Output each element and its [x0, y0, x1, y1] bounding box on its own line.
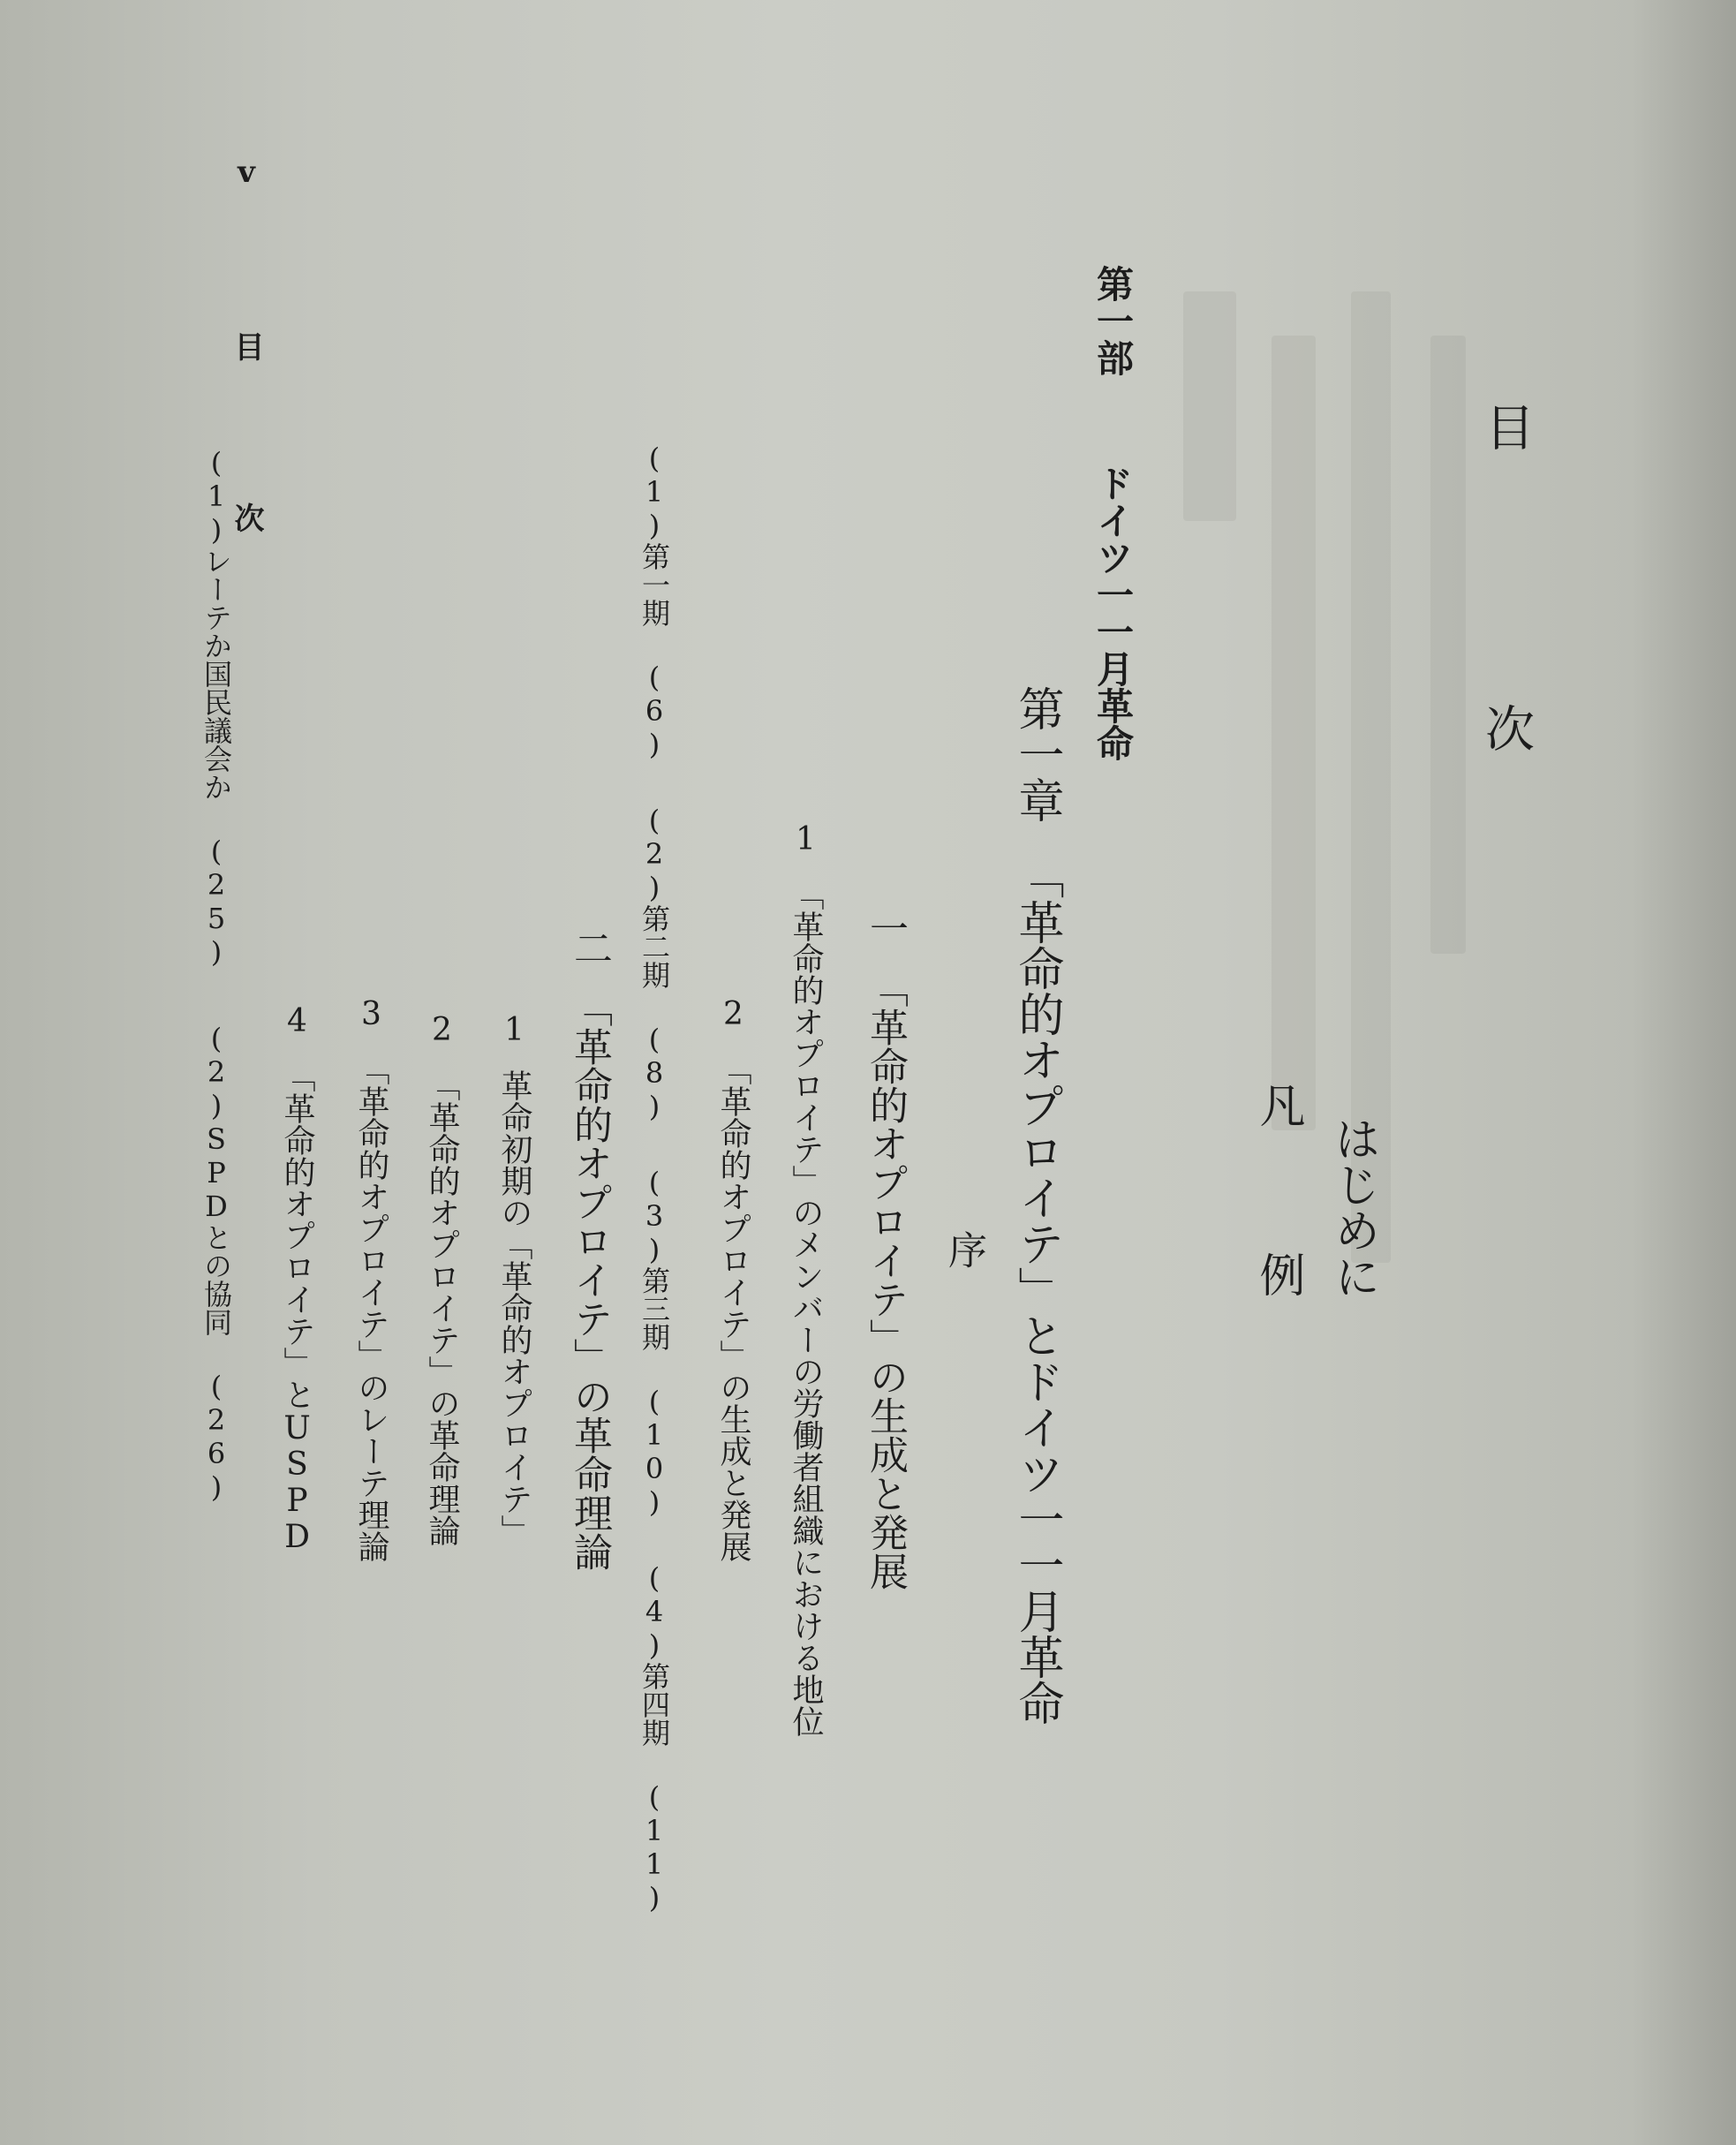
period-item: (2)第二期 (8): [638, 804, 671, 1123]
toc-title: 目 次: [1477, 402, 1535, 850]
subsection-heading: [275, 1003, 320, 1555]
toc-subsection-2-2: [415, 413, 464, 2145]
section-number: 二: [567, 927, 612, 967]
subsection-heading: [783, 821, 828, 1737]
subsection-number: 2: [715, 996, 751, 1032]
bleed-through-mark: [1430, 336, 1466, 954]
entry-title: 序: [941, 1229, 986, 1269]
part-label: 第一部: [1091, 265, 1135, 376]
toc-entry-jo: [931, 353, 992, 2145]
part-title: ドイツ一一月革命: [1091, 464, 1135, 761]
sub-item: (2)SPDとの協同 (26): [200, 1022, 233, 1504]
subsection-number: 3: [353, 996, 389, 1032]
toc-subsection-2-3: [344, 413, 394, 2145]
toc-section-2: [556, 353, 617, 2145]
toc-subsection-2-4: [270, 413, 320, 2145]
subsection-title: 「革命的オプロイテ」の革命理論: [424, 1069, 460, 1546]
toc-entry-hanrei: [1241, 269, 1311, 2145]
subsection-title: 「革命的オプロイテ」のレーテ理論: [353, 1054, 389, 1562]
toc-section-1: [852, 353, 913, 2145]
bleed-through-mark: [1183, 291, 1236, 521]
subsection-number: 4: [279, 1003, 315, 1039]
subsection-heading: [492, 1012, 537, 1546]
subsection-number: 1: [496, 1012, 532, 1048]
period-item: (4)第四期 (11): [638, 1561, 671, 1915]
toc-period-list: [634, 442, 675, 1915]
toc-entry-hajimeni: [1316, 269, 1386, 2145]
toc-subsection-2-1: [487, 413, 537, 2145]
chapter-title: 「革命的オプロイテ」とドイツ一一月革命: [1010, 852, 1063, 1726]
period-item: (3)第三期 (10): [638, 1166, 671, 1519]
toc-chapter-1: [1000, 265, 1070, 2145]
subsection-number: 1: [788, 821, 824, 857]
subsection-number: 2: [424, 1012, 460, 1048]
toc-part-1: [1086, 265, 1139, 761]
section-number: 一: [863, 908, 908, 948]
toc-subsection-1-2: [706, 413, 756, 2145]
section-heading: [561, 928, 617, 1571]
period-item: (1)第一期 (6): [638, 442, 671, 761]
sub-item: (1)レーテか国民議会か (25): [200, 446, 233, 969]
chapter-heading: [1004, 685, 1070, 1726]
entry-title: はじめに: [1326, 1115, 1379, 1299]
subsection-heading: [419, 1012, 464, 1546]
subsection-title: 「革命的オプロイテ」のメンバーの労働者組織における地位: [788, 879, 824, 1737]
entry-title: 凡 例: [1251, 1082, 1304, 1333]
spine-shadow: [1630, 0, 1736, 2145]
chapter-label: 第一章: [1010, 684, 1063, 823]
subsection-title: 革命初期の「革命的オプロイテ」: [496, 1069, 532, 1546]
running-head: v 目 次: [229, 155, 264, 585]
toc-subitem-list: [196, 446, 237, 1504]
subsection-heading: [711, 996, 756, 1562]
subsection-heading: [349, 996, 394, 1562]
section-title: 「革命的オプロイテ」の革命理論: [567, 987, 612, 1571]
subsection-title: 「革命的オプロイテ」の生成と発展: [715, 1054, 751, 1562]
section-heading: [857, 909, 913, 1590]
section-title: 「革命的オプロイテ」の生成と発展: [863, 968, 908, 1590]
toc-subsection-1-1: [779, 413, 828, 2145]
subsection-title: 「革命的オプロイテ」とUSPD: [279, 1061, 315, 1555]
